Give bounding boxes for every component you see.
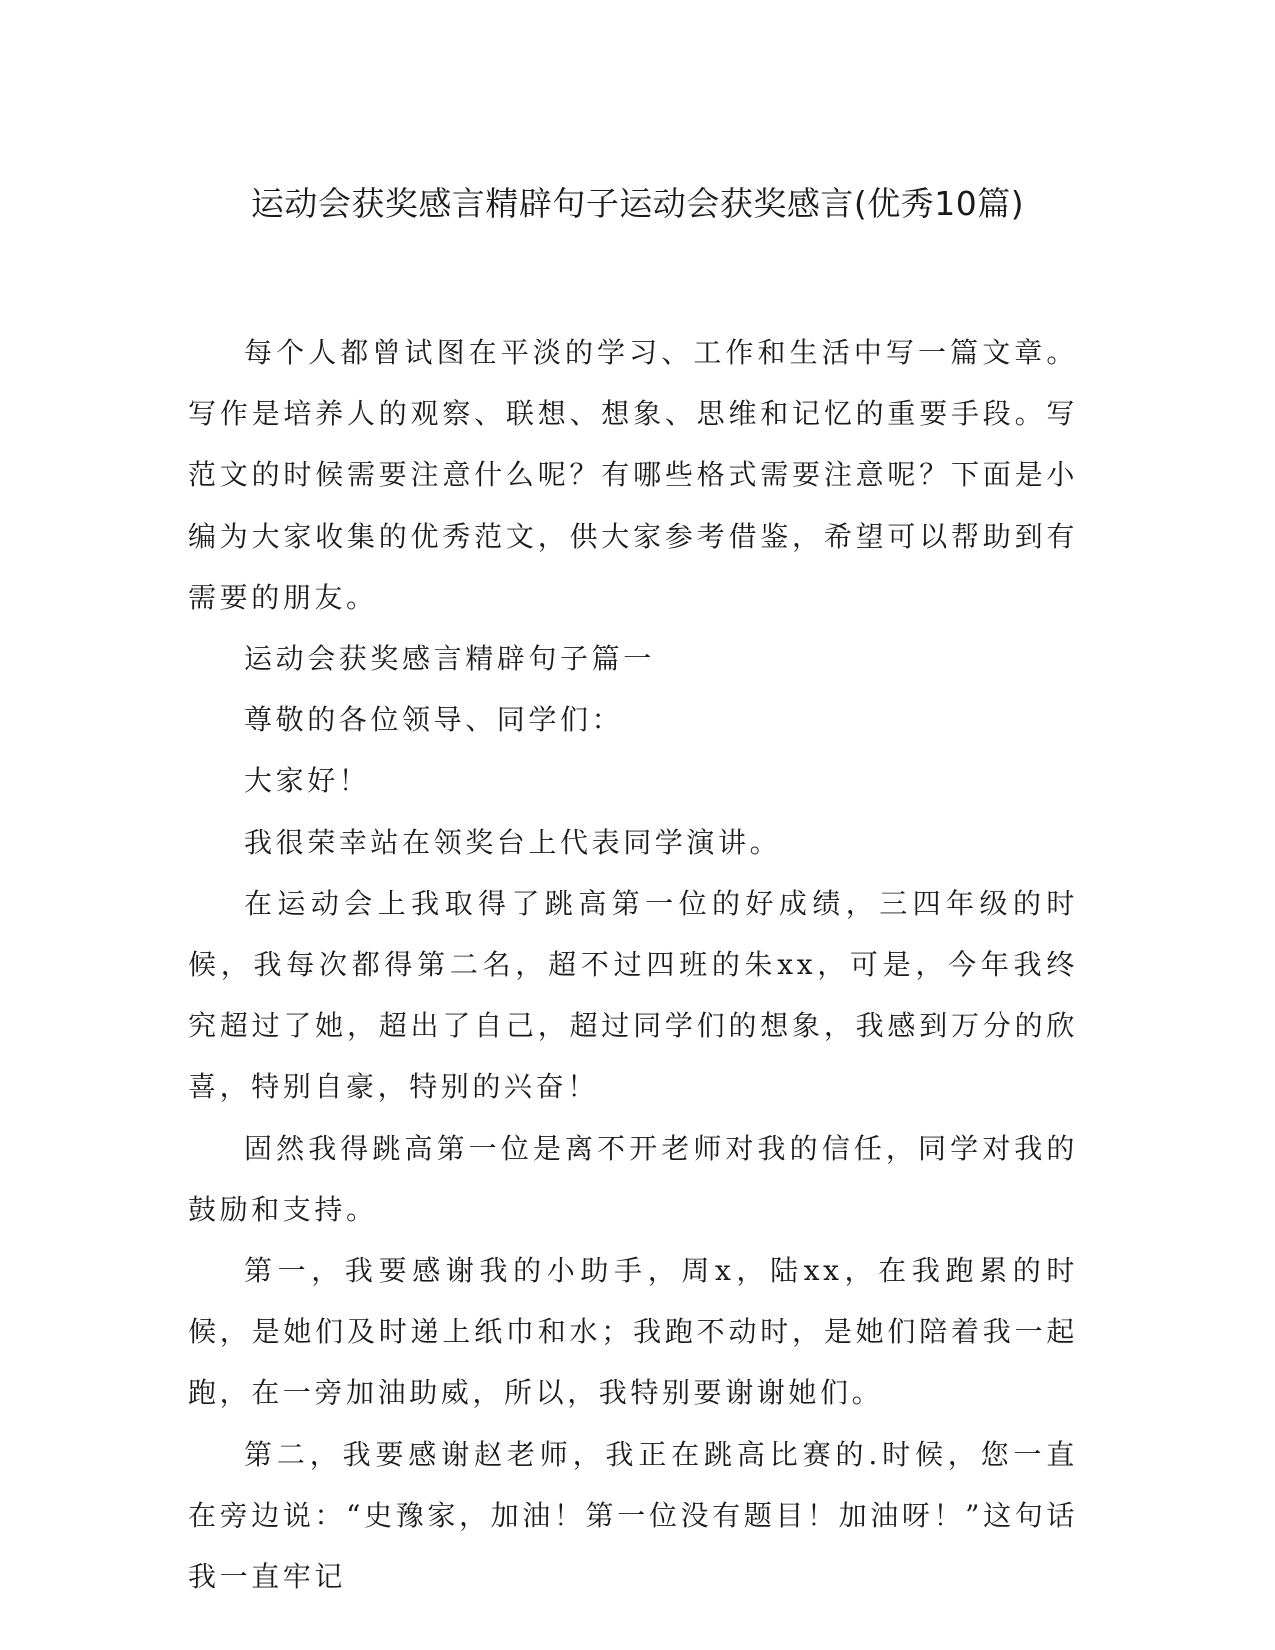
document-body (188, 322, 1078, 1607)
paragraph: 固然我得跳高第一位是离不开老师对我的信任，同学对我的鼓励和支持。 (188, 1131, 1078, 1226)
paragraph-salutation: 尊敬的各位领导、同学们： (244, 703, 624, 737)
paragraph: 第一，我要感谢我的小助手，周x，陆xx，在我跑累的时候，是她们及时递上纸巾和水；我跑不动时，是她们陪着我一起跑，在一旁加油助威，所以，我特别要谢谢她们。 (188, 1254, 1078, 1410)
paragraph: 我很荣幸站在领奖台上代表同学演讲。 (244, 825, 782, 859)
paragraph: 第二，我要感谢赵老师，我正在跳高比赛的.时候，您一直在旁边说：“史豫家，加油！第一位没有题目！加油呀！”这句话我一直牢记 (188, 1437, 1078, 1594)
paragraph-greeting: 大家好！ (244, 764, 371, 798)
section-heading: 运动会获奖感言精辟句子篇一 (244, 642, 655, 676)
paragraph: 在运动会上我取得了跳高第一位的好成绩，三四年级的时候，我每次都得第二名，超不过四班的朱xx，可是，今年我终究超过了她，超出了自己，超过同学们的想象，我感到万分的欣喜，特别自豪，特别的兴奋！ (188, 886, 1078, 1104)
document-title: 运动会获奖感言精辟句子运动会获奖感言(优秀10篇) (250, 184, 1025, 223)
paragraph-intro: 每个人都曾试图在平淡的学习、工作和生活中写一篇文章。写作是培养人的观察、联想、想象、思维和记忆的重要手段。写范文的时候需要注意什么呢？有哪些格式需要注意呢？下面是小编为大家收集的优秀范文，供大家参考借鉴，希望可以帮助到有需要的朋友。 (188, 336, 1078, 614)
